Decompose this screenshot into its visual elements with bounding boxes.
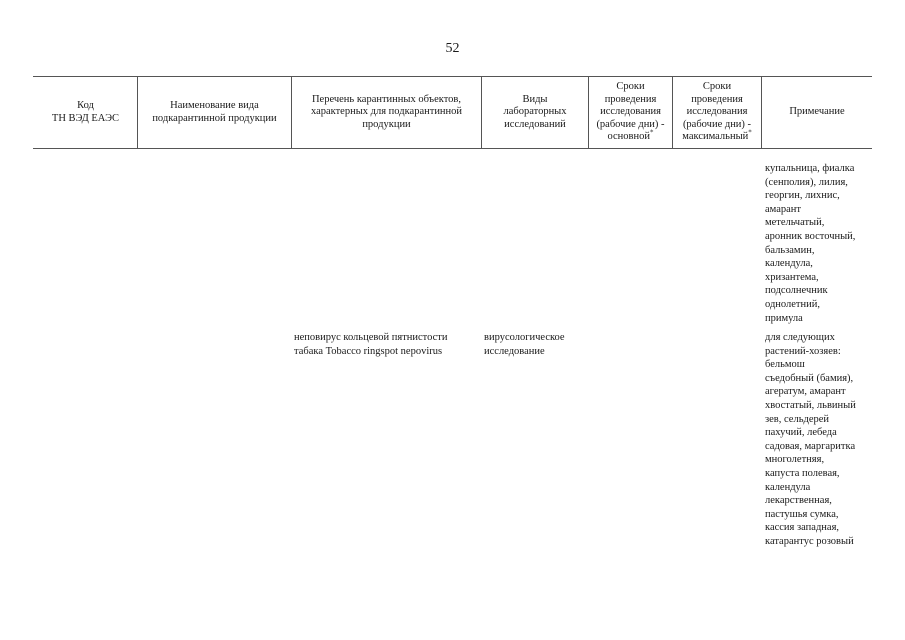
table-row-quarantine-object: неповирус кольцевой пятнистости табака Tobacco ringspot nepovirus	[294, 332, 448, 357]
header-code: Код ТН ВЭД ЕАЭС	[51, 100, 120, 124]
header-product-name: Наименование вида подкарантинной продукции	[152, 100, 277, 124]
footnote-mark: *	[650, 128, 654, 137]
footnote-mark: *	[748, 128, 752, 137]
header-note: Примечание	[789, 106, 845, 118]
header-quarantine-objects: Перечень карантинных объектов, характерных для подкарантинной продукции	[310, 93, 463, 130]
header-terms-max: Сроки проведения исследования (рабочие дни) - максимальный*	[682, 81, 752, 143]
table-row-lab-type: вирусологическое исследование	[484, 332, 565, 357]
table-row-note: для следующих растений-хозяев: бельмош съедобный (бамия), агератум, амарант хвостатый, львиный зев, сельдерей пахучий, лебеда садовая, маргаритка многолетняя, капуста полевая, календула лекарственная, пастушья сумка, кассия западная, катарантус розовый	[765, 332, 856, 547]
header-terms-main: Сроки проведения исследования (рабочие дни) - основной*	[596, 81, 665, 143]
table-row-note: купальница, фиалка (сенполия), лилия, георгин, лихнис, амарант метельчатый, аронник восточный, бальзамин, календула, хризантема, подсолнечник однолетний, примула	[765, 163, 856, 324]
table-header-bottom-rule	[33, 148, 872, 149]
page-number: 52	[445, 41, 460, 56]
header-lab-types: Виды лабораторных исследований	[503, 93, 567, 130]
